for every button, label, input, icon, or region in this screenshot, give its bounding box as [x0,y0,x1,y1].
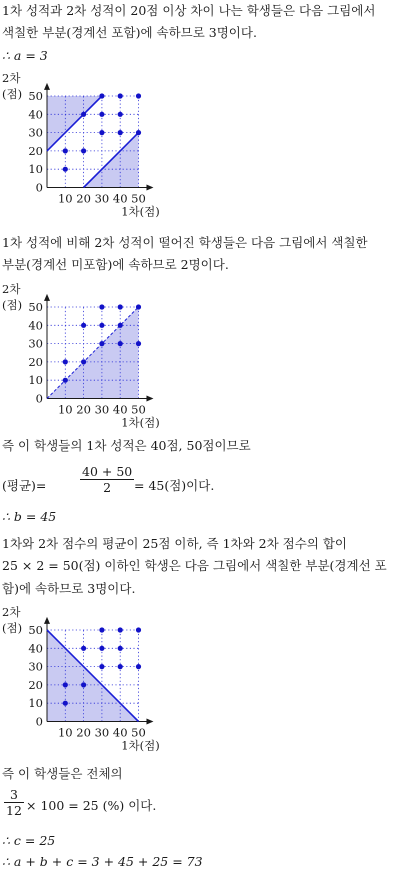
x-tick-label: 30 [94,402,110,417]
data-point [63,167,68,172]
data-point [136,627,141,632]
section-b-line1: 1차 성적에 비해 2차 성적이 떨어진 학생들은 다음 그림에서 색칠한 [2,235,368,250]
y-tick-label: 30 [28,125,43,140]
section-c-line3: 함)에 속하므로 3명이다. [2,581,136,596]
data-point [63,378,68,383]
x-tick-label: 10 [57,725,73,740]
data-point [118,323,123,328]
y-tick-label: 50 [28,623,43,637]
data-point [99,627,104,632]
section-a-line1: 1차 성적과 2차 성적이 20점 이상 차이 나는 학생들은 다음 그림에서 [2,3,376,18]
y-tick-label: 0 [35,180,43,195]
y-axis-unit: (점) [2,87,23,101]
section-c-line2: 25 × 2 = 50(점) 이하인 학생은 다음 그림에서 색칠한 부분(경계선 포 [2,558,387,573]
x-axis-title: 1차(점) [121,738,160,753]
scatter-plot-b [0,283,180,431]
x-axis-arrow [146,185,153,191]
data-point [118,646,123,651]
x-tick-label: 10 [57,402,73,417]
data-point [136,130,141,135]
x-tick-label: 30 [94,191,110,206]
x-tick-label: 40 [112,402,128,417]
data-point [81,682,86,687]
data-point [63,682,68,687]
percent-fraction [4,787,24,818]
shaded-region [47,307,139,399]
section-c-line1: 1차와 2차 점수의 평균이 25점 이하, 즉 1차와 2차 점수의 합이 [2,536,348,551]
percent-numerator: 3 [4,787,24,803]
data-point [118,627,123,632]
x-axis-title: 1차(점) [121,415,160,430]
conclusion-c: ∴ c = 25 [2,833,56,848]
data-point [118,664,123,669]
scatter-plot-a [0,72,180,224]
y-tick-label: 40 [28,318,43,333]
y-axis-title: 2차 [2,606,21,619]
data-point [63,148,68,153]
y-tick-label: 50 [28,89,43,103]
y-tick-label: 30 [28,659,43,674]
y-tick-label: 20 [28,143,43,158]
data-point [99,304,104,309]
data-point [99,646,104,651]
x-axis-arrow [146,719,153,725]
section-c-line4: 즉 이 학생들은 전체의 [2,766,123,781]
y-tick-label: 0 [35,714,43,729]
section-b-line3: 즉 이 학생들의 1차 성적은 40점, 50점이므로 [2,438,251,453]
section-a-line2: 색칠한 부분(경계선 포함)에 속하므로 3명이다. [2,25,257,40]
data-point [99,341,104,346]
y-tick-label: 10 [28,696,43,711]
x-tick-label: 20 [76,191,91,206]
y-tick-label: 40 [28,641,43,656]
data-point [81,359,86,364]
y-tick-label: 20 [28,354,43,369]
x-tick-label: 50 [131,191,146,206]
section-b-line2: 부분(경계선 미포함)에 속하므로 2명이다. [2,257,229,272]
data-point [118,130,123,135]
data-point [99,112,104,117]
y-tick-label: 20 [28,677,43,692]
data-point [136,304,141,309]
conclusion-b: ∴ b = 45 [2,509,57,524]
data-point [99,130,104,135]
x-tick-label: 50 [131,725,146,740]
data-point [99,93,104,98]
data-point [136,341,141,346]
conclusion-sum: ∴ a + b + c = 3 + 45 + 25 = 73 [2,854,203,869]
average-label: (평균)= [2,478,47,493]
y-axis-arrow [44,294,50,301]
average-numerator: 40 + 50 [82,464,133,479]
data-point [118,93,123,98]
x-tick-label: 30 [94,725,110,740]
y-tick-label: 10 [28,373,43,388]
x-tick-label: 50 [131,402,146,417]
data-point [81,323,86,328]
y-tick-label: 40 [28,107,43,122]
y-tick-label: 50 [28,300,43,314]
y-axis-title: 2차 [2,283,21,296]
average-fraction [80,464,134,495]
y-tick-label: 10 [28,162,43,177]
y-axis-arrow [44,83,50,90]
data-point [136,93,141,98]
percent-denominator: 12 [6,803,22,818]
x-tick-label: 40 [112,725,128,740]
scatter-plot-c [0,606,180,756]
y-tick-label: 30 [28,336,43,351]
x-tick-label: 10 [57,191,73,206]
data-point [99,664,104,669]
x-axis-title: 1차(점) [121,204,160,219]
data-point [81,646,86,651]
data-point [63,359,68,364]
average-denominator: 2 [103,480,112,495]
data-point [63,701,68,706]
x-tick-label: 20 [76,402,91,417]
data-point [99,323,104,328]
data-point [118,304,123,309]
data-point [81,148,86,153]
data-point [81,112,86,117]
percent-result: × 100 = 25 (%) 이다. [26,798,157,813]
y-axis-title: 2차 [2,72,21,85]
y-axis-unit: (점) [2,298,23,312]
data-point [118,112,123,117]
x-tick-label: 40 [112,191,128,206]
data-point [136,664,141,669]
conclusion-a: ∴ a = 3 [2,48,48,63]
x-axis-arrow [146,396,153,402]
average-result: = 45(점)이다. [134,478,215,493]
y-tick-label: 0 [35,391,43,406]
data-point [118,341,123,346]
x-tick-label: 20 [76,725,91,740]
y-axis-arrow [44,617,50,624]
y-axis-unit: (점) [2,621,23,635]
